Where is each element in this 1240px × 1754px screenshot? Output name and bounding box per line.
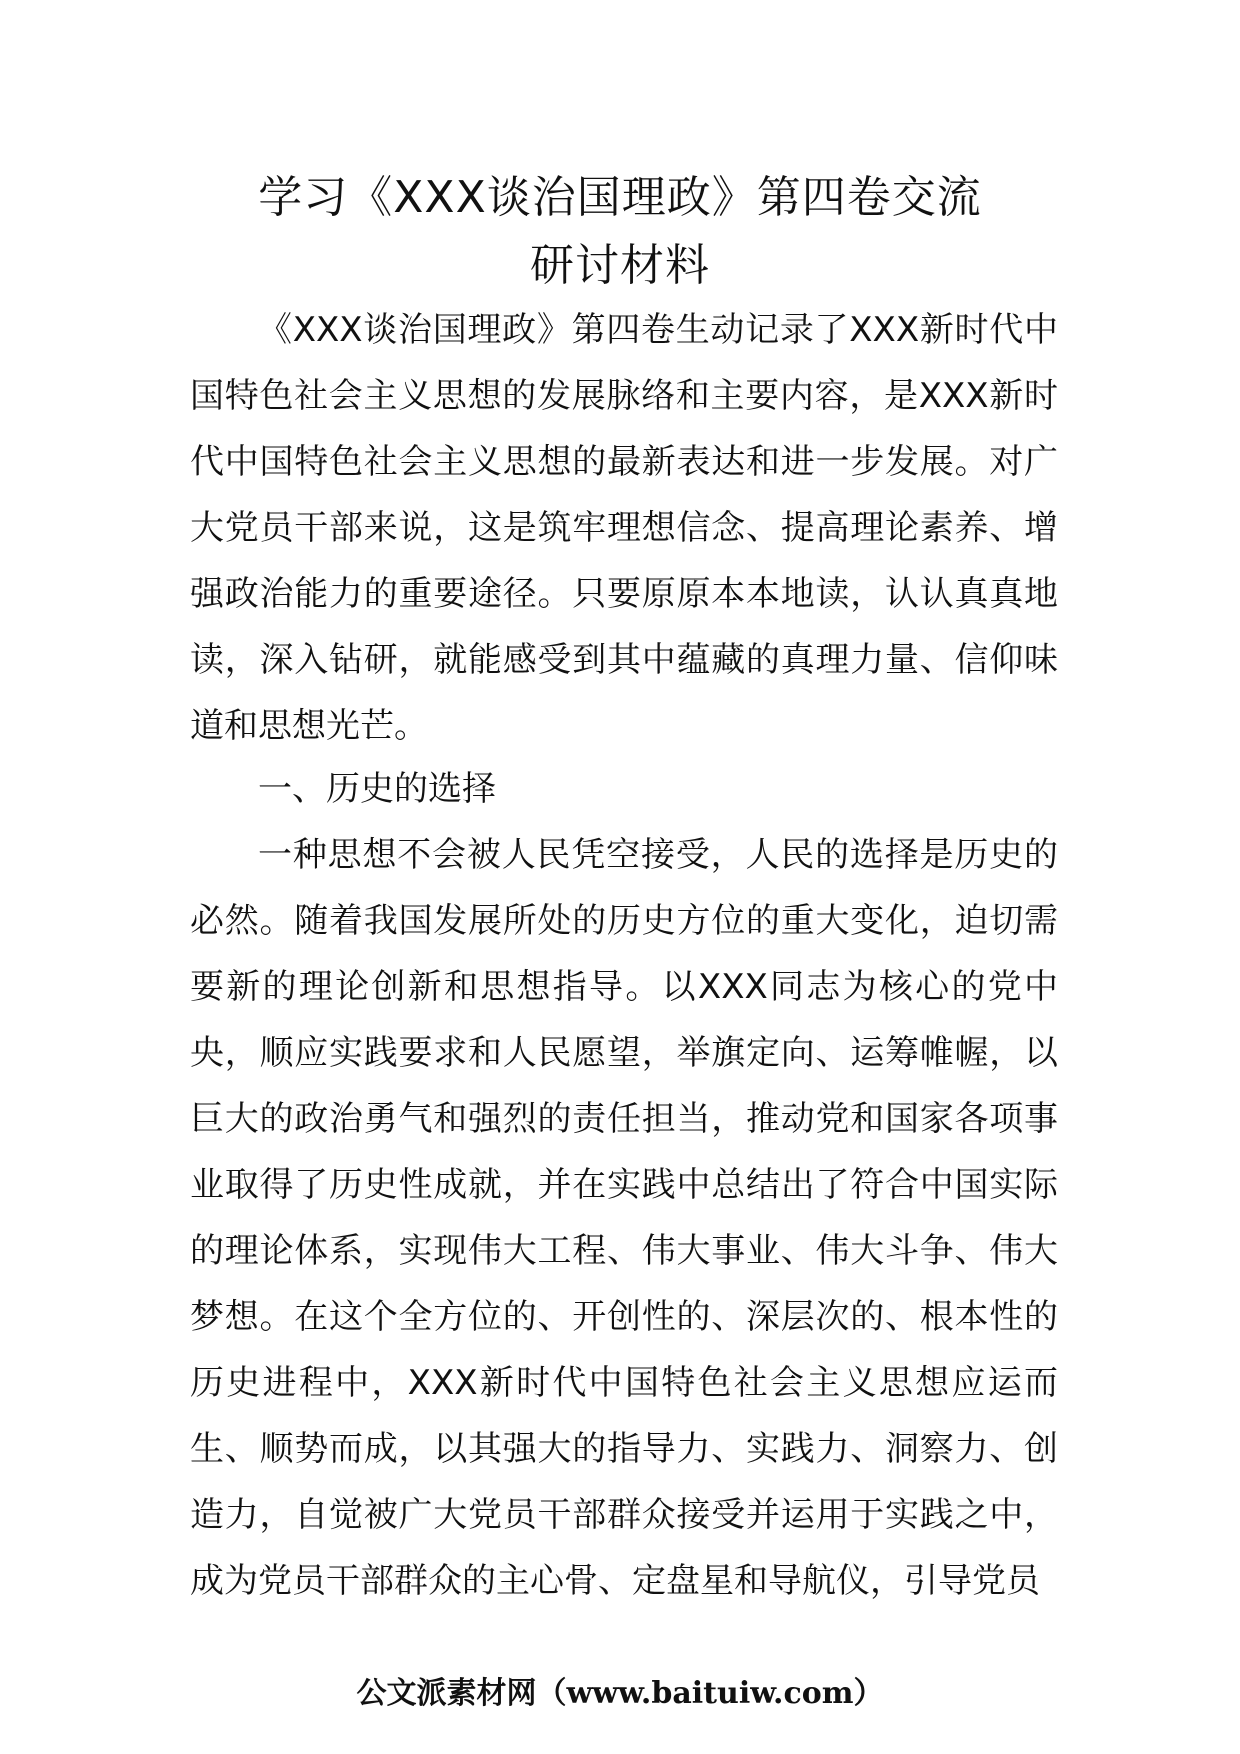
section-paragraph: 一种思想不会被人民凭空接受，人民的选择是历史的必然。随着我国发展所处的历史方位的重大变化，迫切需要新的理论创新和思想指导。以XXX同志为核心的党中央，顺应实践要求和人民愿望，举旗定向、运筹帷幄，以巨大的政治勇气和强烈的责任担当，推动党和国家各项事业取得了历史性成就，并在实践中总结出了符合中国实际的理论体系，实现伟大工程、伟大事业、伟大斗争、伟大梦想。在这个全方位的、开创性的、深层次的、根本性的历史进程中，XXX新时代中国特色社会主义思想应运而生、顺势而成，以其强大的指导力、实践力、洞察力、创造力，自觉被广大党员干部群众接受并运用于实践之中，成为党员干部群众的主心骨、定盘星和导航仪，引导党员 [190, 835, 1058, 1601]
footer-watermark: 公文派素材网（www.baituiw.com） [356, 1676, 884, 1711]
section-heading: 一、历史的选择 [258, 769, 496, 809]
document-title-line-1: 学习《XXX谈治国理政》第四卷交流 [258, 172, 982, 223]
intro-paragraph: 《XXX谈治国理政》第四卷生动记录了XXX新时代中国特色社会主义思想的发展脉络和主要内容，是XXX新时代中国特色社会主义思想的最新表达和进一步发展。对广大党员干部来说，这是筑牢理想信念、提高理论素养、增强政治能力的重要途径。只要原原本本地读，认认真真地读，深入钻研，就能感受到其中蕴藏的真理力量、信仰味道和思想光芒。 [190, 310, 1058, 746]
document-title-line-2: 研讨材料 [530, 240, 710, 291]
